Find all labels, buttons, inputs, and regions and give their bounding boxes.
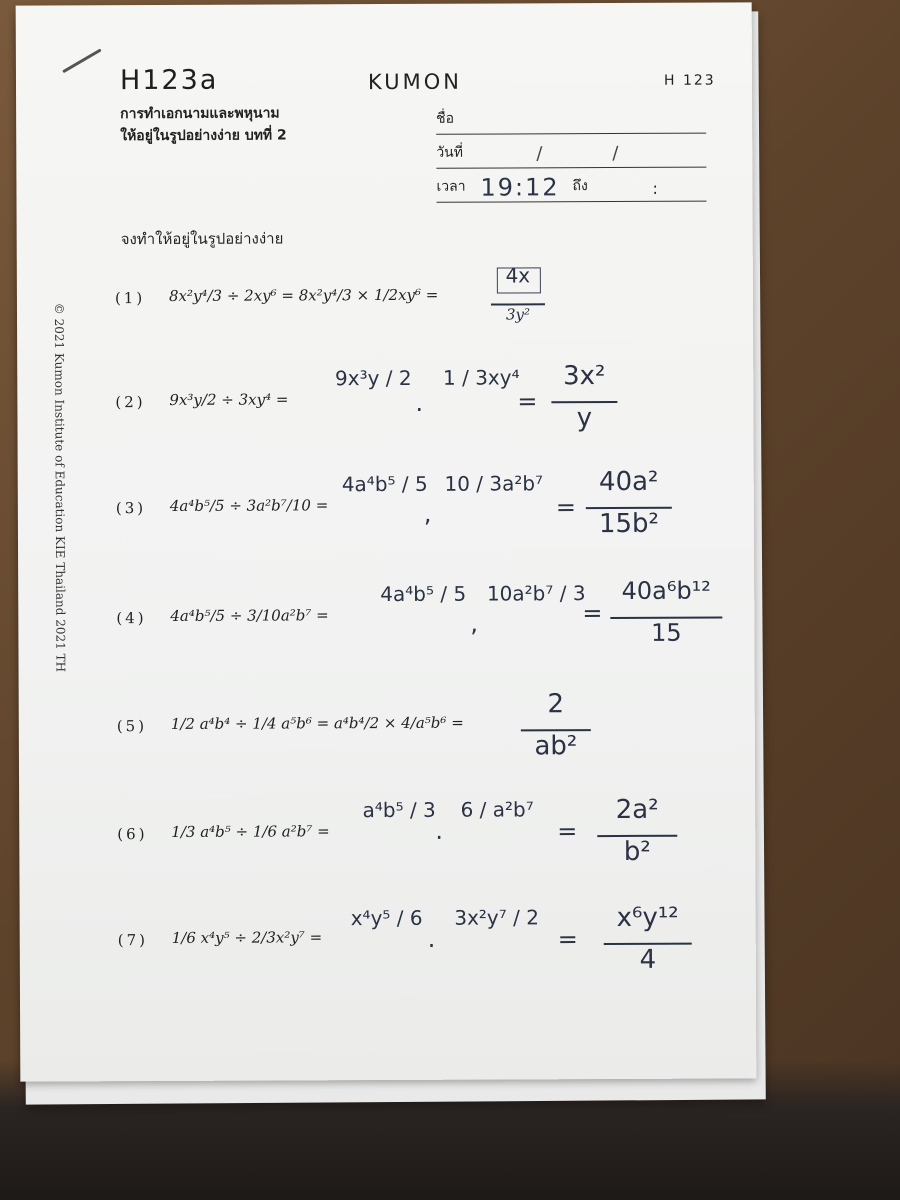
answer-denominator: 15b² [598, 508, 659, 540]
equals-sign: = [517, 387, 538, 416]
work-step: 3x²y⁷ / 2 [454, 905, 539, 930]
problem-7 [117, 902, 718, 980]
equals-sign: = [557, 925, 578, 954]
time-label: เวลา [436, 178, 466, 195]
work-step: 1 / 3xy⁴ [442, 365, 520, 390]
time-start-handwritten: 19:12 [480, 173, 560, 202]
answer-denominator: b² [623, 836, 651, 867]
work-step: x⁴y⁵ / 6 [350, 905, 423, 931]
time-end-colon: : [652, 178, 658, 198]
answer-numerator: 40a² [598, 466, 659, 498]
problem-expression: 4a⁴b⁵/5 ÷ 3a²b⁷/10 = [169, 496, 329, 515]
work-step: 4a⁴b⁵ / 5 [380, 581, 467, 607]
problem-expression: 1/3 a⁴b⁵ ÷ 1/6 a²b⁷ = [171, 822, 330, 841]
answer-numerator: 2 [547, 689, 565, 720]
problem-number: (2) [115, 393, 146, 412]
sheet-code: H123a [119, 64, 219, 97]
answer-numerator: 3x² [563, 361, 606, 392]
problem-number: (1) [114, 289, 146, 308]
answer-denominator: 3y² [505, 305, 531, 324]
problem-4 [116, 576, 716, 658]
sheet-title-line2: ให้อยู่ในรูปอย่างง่าย บทที่ 2 [120, 127, 287, 145]
answer-denominator: 15 [651, 618, 682, 647]
equals-sign: = [555, 493, 577, 522]
problem-number: (4) [116, 609, 147, 628]
problem-number: (5) [116, 717, 148, 736]
operator-dot: · [427, 931, 436, 960]
worksheet-page [16, 2, 757, 1081]
copyright-text: © 2021 Kumon Institute of Education KIE Thailand 2021 TH [51, 302, 68, 673]
problem-expression: 1/2 a⁴b⁴ ÷ 1/4 a⁵b⁶ = a⁴b⁴/2 × 4/a⁵b⁶ = [170, 713, 464, 733]
answer-numerator: 4x [505, 263, 531, 288]
work-step: 6 / a²b⁷ [460, 797, 534, 822]
sheet-code-right: H 123 [663, 72, 716, 89]
equals-sign: = [582, 599, 603, 628]
work-step: 9x³y / 2 [334, 365, 412, 391]
work-step: a⁴b⁵ / 3 [362, 797, 436, 823]
problem-expression: 9x³y/2 ÷ 3xy⁴ = [169, 390, 289, 409]
problem-6 [117, 794, 717, 874]
problem-1 [115, 265, 715, 338]
time-field[interactable] [436, 175, 706, 203]
work-step: 4a⁴b⁵ / 5 [341, 471, 428, 497]
operator-dot: · [435, 823, 443, 852]
answer-denominator: y [576, 403, 593, 434]
answer-numerator: 2a² [615, 794, 659, 826]
problem-expression: 1/6 x⁴y⁵ ÷ 2/3x²y⁷ = [171, 928, 323, 947]
sheet-title-line1: การทำเอกนามและพหุนาม [120, 105, 280, 123]
date-label: วันที่ [436, 144, 464, 161]
work-step: 10 / 3a²b⁷ [444, 471, 544, 496]
date-field[interactable] [436, 141, 706, 169]
time-to-label: ถึง [572, 178, 588, 195]
problem-number: (6) [117, 825, 148, 844]
work-step: 10a²b⁷ / 3 [486, 581, 586, 606]
answer-numerator: 40a⁶b¹² [621, 576, 711, 605]
problem-expression: 4a⁴b⁵/5 ÷ 3/10a²b⁷ = [170, 606, 329, 625]
date-separator: / [612, 142, 619, 165]
operator-dot: · [415, 395, 424, 424]
name-label: ชื่อ [436, 110, 455, 127]
name-field[interactable] [436, 107, 706, 135]
pencil-mark [62, 48, 102, 73]
problem-number: (7) [117, 931, 149, 950]
problem-5 [116, 689, 717, 766]
problem-3 [115, 466, 716, 548]
operator-dot: , [470, 609, 479, 638]
problem-expression: 8x²y⁴/3 ÷ 2xy⁶ = 8x²y⁴/3 × 1/2xy⁶ = [168, 285, 439, 305]
operator-dot: , [423, 499, 432, 528]
equals-sign: = [557, 817, 578, 846]
problem-number: (3) [115, 499, 147, 518]
answer-denominator: 4 [639, 944, 657, 975]
brand-logo: KUMON [367, 69, 462, 95]
instruction-text: จงทำให้อยู่ในรูปอย่างง่าย [120, 229, 284, 249]
answer-numerator: x⁶y¹² [616, 902, 679, 933]
problem-2 [115, 361, 715, 442]
answer-denominator: ab² [534, 731, 578, 762]
date-separator: / [536, 143, 543, 165]
